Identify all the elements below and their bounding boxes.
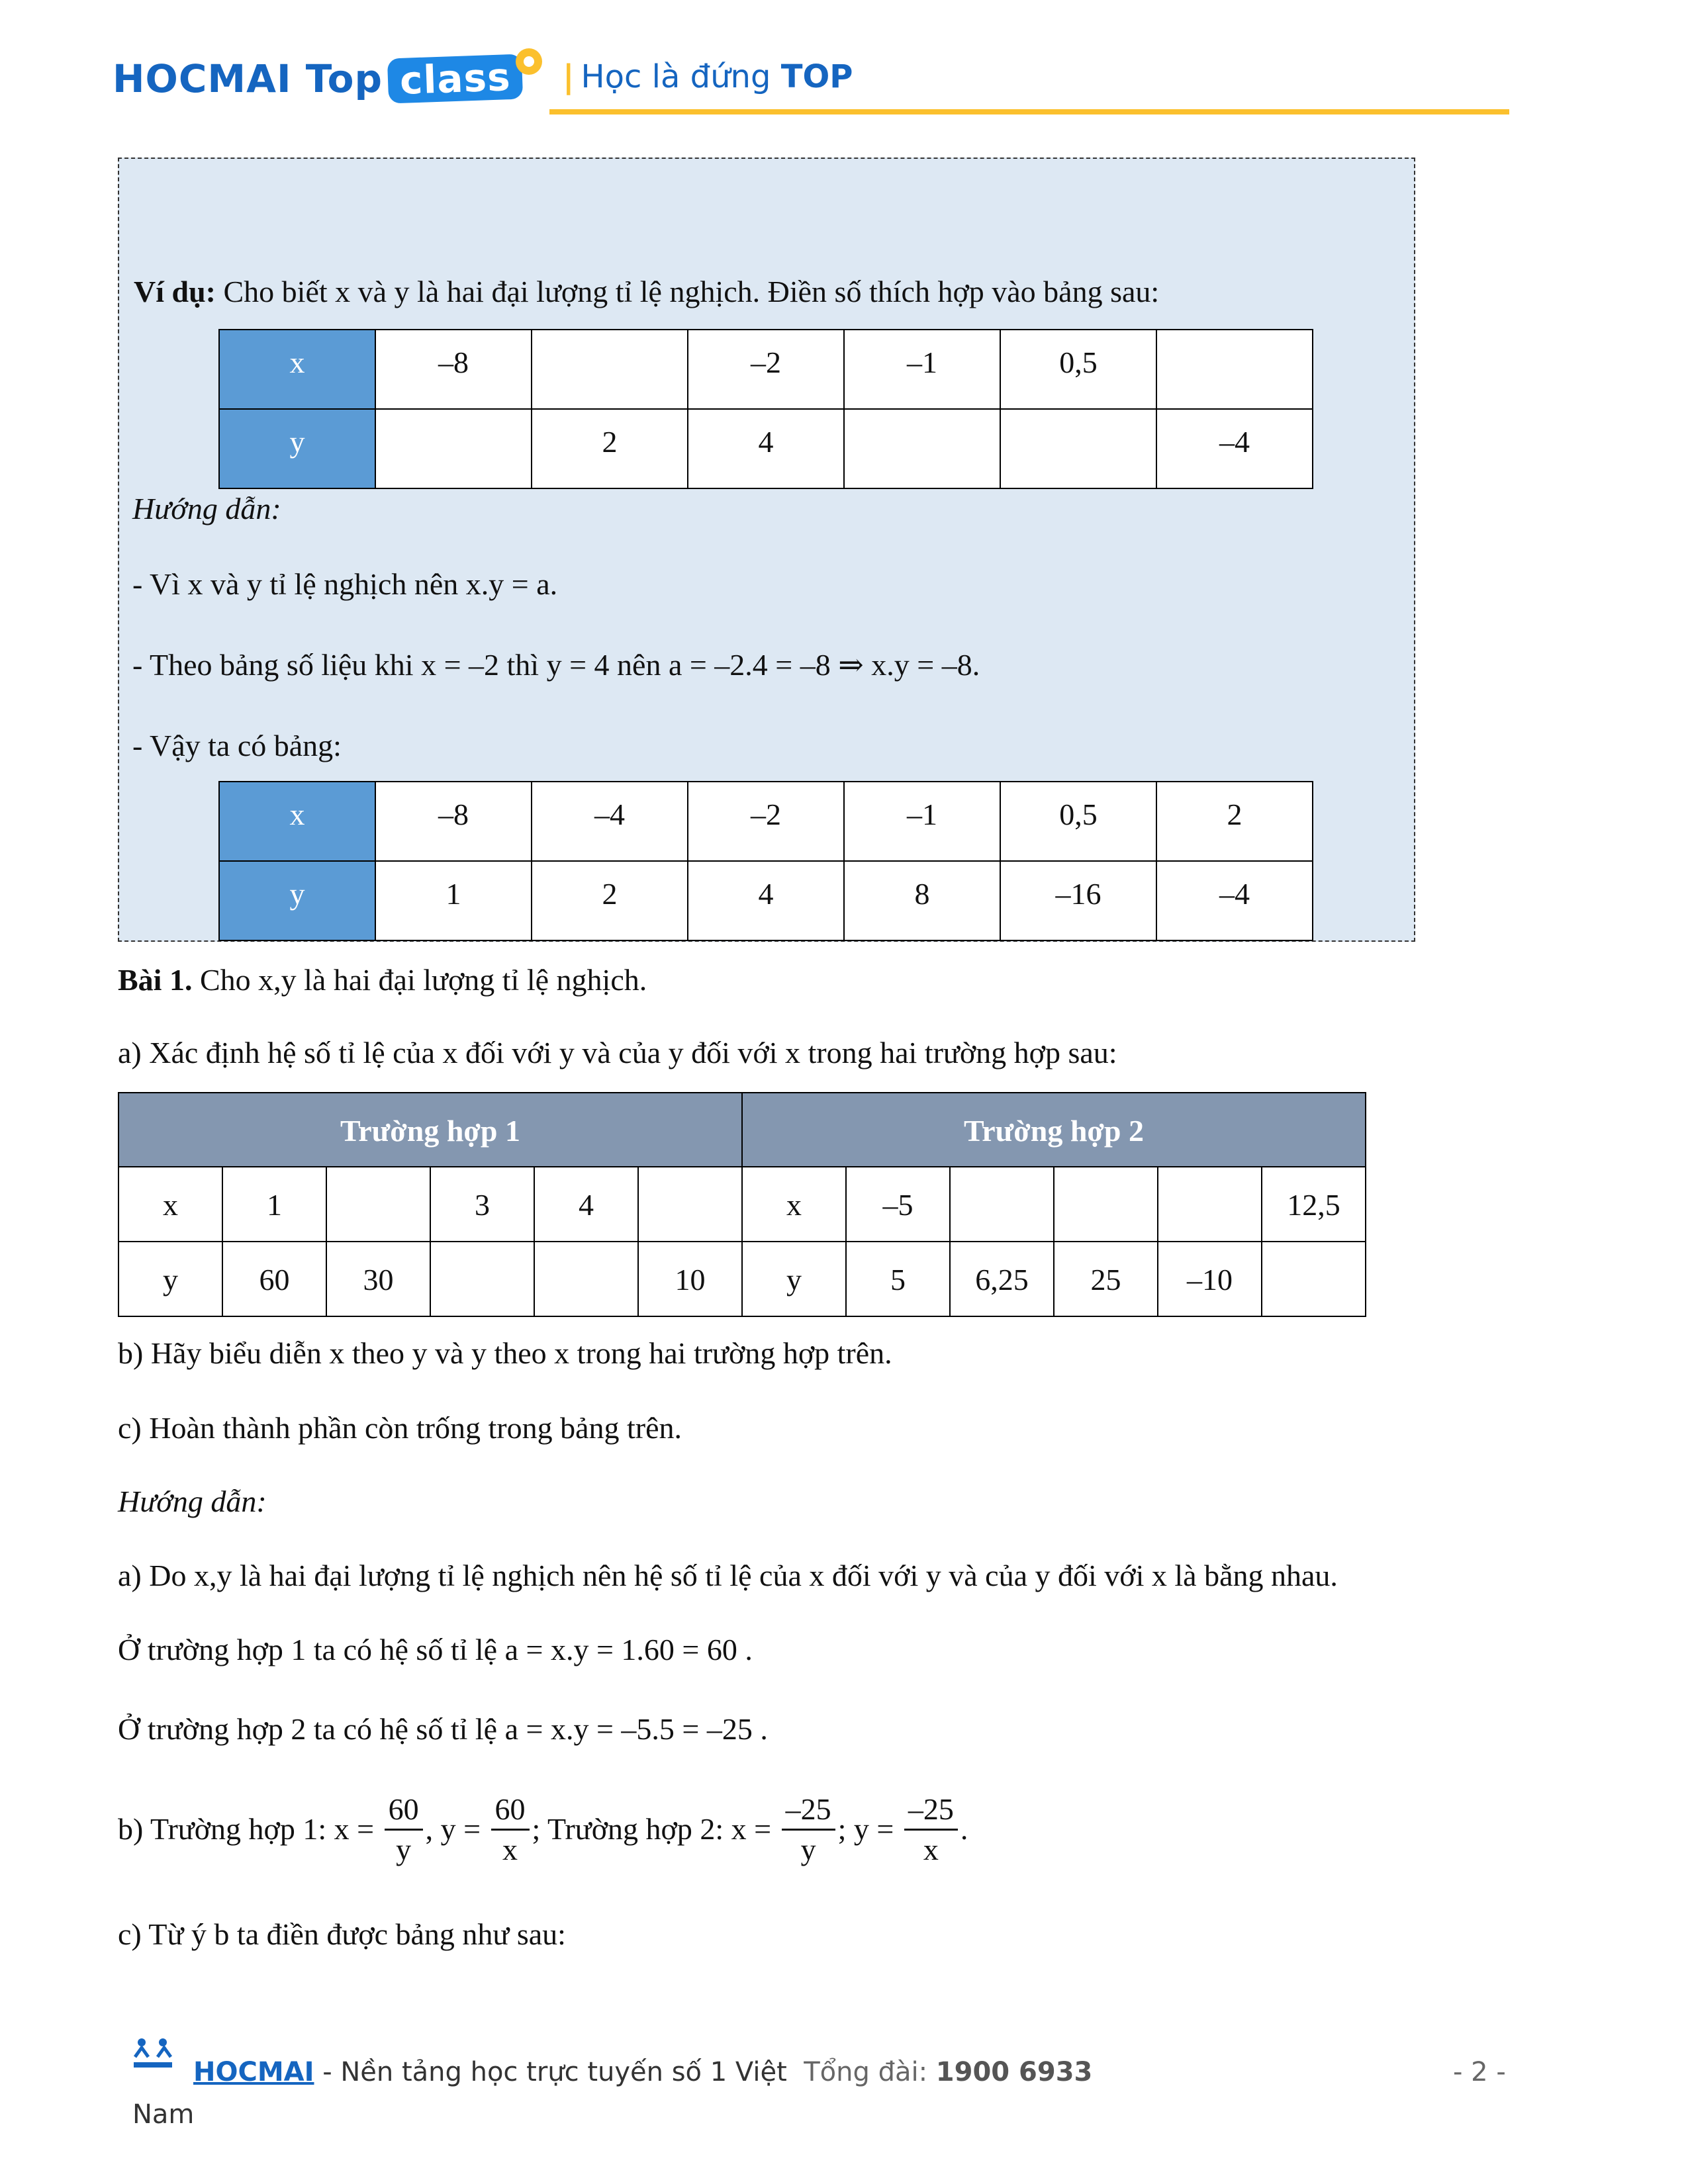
table-cell bbox=[1262, 1242, 1366, 1316]
table-cell bbox=[1158, 1167, 1262, 1242]
example-table-1 bbox=[218, 329, 1313, 489]
table-cell bbox=[326, 1167, 430, 1242]
hocmai-footer-icon bbox=[132, 2037, 173, 2070]
table-cell: y bbox=[118, 1242, 222, 1316]
footer-text bbox=[193, 2057, 1092, 2087]
table-cell bbox=[1054, 1167, 1158, 1242]
answer-b-prefix: b) Trường hợp 1: x = bbox=[118, 1812, 375, 1846]
sun-icon bbox=[516, 48, 542, 75]
table-cell: x bbox=[742, 1167, 846, 1242]
fraction-numerator: 60 bbox=[491, 1790, 530, 1831]
fraction-denominator: y bbox=[396, 1832, 412, 1866]
table-cell: 4 bbox=[688, 861, 844, 940]
table-cell bbox=[375, 409, 532, 488]
hocmai-topclass-logo bbox=[113, 56, 542, 101]
table-cell: –8 bbox=[375, 330, 532, 409]
fraction bbox=[904, 1790, 958, 1868]
table-cell: 30 bbox=[326, 1242, 430, 1316]
table-cell: x bbox=[219, 330, 375, 409]
fraction bbox=[491, 1790, 530, 1868]
logo-class-badge: class bbox=[387, 54, 524, 103]
table-cell: x bbox=[118, 1167, 222, 1242]
example-guide-line-1: - Vì x và y tỉ lệ nghịch nên x.y = a. bbox=[132, 567, 558, 601]
page-number: - 2 - bbox=[1453, 2057, 1506, 2087]
fraction-denominator: x bbox=[502, 1832, 518, 1866]
bai1-part-b: b) Hãy biểu diễn x theo y và y theo x trong hai trường hợp trên. bbox=[118, 1336, 892, 1370]
table-cell: –16 bbox=[1000, 861, 1156, 940]
table-cell: 0,5 bbox=[1000, 782, 1156, 861]
table-cell: –10 bbox=[1158, 1242, 1262, 1316]
bai1-part-a: a) Xác định hệ số tỉ lệ của x đối với y và của y đối với x trong hai trường hợp sau: bbox=[118, 1036, 1117, 1069]
example-prompt-text: Cho biết x và y là hai đại lượng tỉ lệ nghịch. Điền số thích hợp vào bảng sau: bbox=[223, 275, 1160, 308]
example-label: Ví dụ: bbox=[134, 275, 216, 308]
footer-brand-link[interactable]: HOCMAI bbox=[193, 2057, 314, 2087]
bai1-label: Bài 1. bbox=[118, 963, 193, 997]
table-cell: –5 bbox=[846, 1167, 950, 1242]
fraction-numerator: 60 bbox=[385, 1790, 423, 1831]
table-cell: x bbox=[219, 782, 375, 861]
bai1-part-c: c) Hoàn thành phần còn trống trong bảng trên. bbox=[118, 1411, 682, 1445]
table-cell: 8 bbox=[844, 861, 1000, 940]
table-cell: 1 bbox=[375, 861, 532, 940]
table-cell: y bbox=[219, 409, 375, 488]
table-cell: –1 bbox=[844, 782, 1000, 861]
table-cell: 3 bbox=[430, 1167, 534, 1242]
table-cell bbox=[532, 330, 688, 409]
table-cell: y bbox=[219, 861, 375, 940]
table-cell bbox=[950, 1167, 1054, 1242]
fraction bbox=[782, 1790, 835, 1868]
slogan: | Học là đứng TOP bbox=[563, 58, 853, 95]
table-cell: –2 bbox=[688, 330, 844, 409]
table-cell: 2 bbox=[532, 861, 688, 940]
case-2-header: Trường hợp 2 bbox=[742, 1093, 1366, 1167]
table-cell: 4 bbox=[534, 1167, 638, 1242]
fraction-numerator: –25 bbox=[904, 1790, 958, 1831]
table-cell: –4 bbox=[532, 782, 688, 861]
table-cell: 60 bbox=[222, 1242, 326, 1316]
answer-b-end: . bbox=[960, 1812, 968, 1846]
fraction-denominator: y bbox=[800, 1832, 816, 1866]
table-cell bbox=[1156, 330, 1313, 409]
bai1-guide-title: Hướng dẫn: bbox=[118, 1484, 267, 1518]
table-cell: 12,5 bbox=[1262, 1167, 1366, 1242]
footer-tagline-continued: Nam bbox=[132, 2099, 195, 2130]
bai1-answer-case-2: Ở trường hợp 2 ta có hệ số tỉ lệ a = x.y = –5.5 = –25 . bbox=[118, 1712, 768, 1746]
answer-b-mid-2: ; Trường hợp 2: x = bbox=[532, 1812, 772, 1846]
bai1-table bbox=[118, 1092, 1366, 1317]
table-cell bbox=[844, 409, 1000, 488]
bai1-answer-c: c) Từ ý b ta điền được bảng như sau: bbox=[118, 1917, 566, 1951]
table-cell: 5 bbox=[846, 1242, 950, 1316]
fraction bbox=[385, 1790, 423, 1868]
slogan-text: Học là đứng bbox=[581, 58, 771, 95]
footer-tagline: - Nền tảng học trực tuyến số 1 Việt bbox=[314, 2057, 787, 2087]
bai1-answer-a: a) Do x,y là hai đại lượng tỉ lệ nghịch nên hệ số tỉ lệ của x đối với y và của y đối với x là bằng nhau. bbox=[118, 1559, 1338, 1592]
table-cell bbox=[1000, 409, 1156, 488]
fraction-denominator: x bbox=[923, 1832, 939, 1866]
logo-text: HOCMAI Top bbox=[113, 56, 383, 101]
table-cell: 10 bbox=[638, 1242, 742, 1316]
table-cell: 1 bbox=[222, 1167, 326, 1242]
footer-hotline: 1900 6933 bbox=[935, 2057, 1093, 2087]
example-table-2 bbox=[218, 781, 1313, 941]
table-cell: –4 bbox=[1156, 861, 1313, 940]
header-divider bbox=[549, 109, 1509, 114]
table-cell bbox=[430, 1242, 534, 1316]
slogan-bold: TOP bbox=[780, 58, 853, 95]
answer-b-mid-3: ; y = bbox=[837, 1812, 894, 1846]
table-cell: 2 bbox=[1156, 782, 1313, 861]
table-cell bbox=[534, 1242, 638, 1316]
case-1-header: Trường hợp 1 bbox=[118, 1093, 742, 1167]
table-cell: –8 bbox=[375, 782, 532, 861]
table-cell: 2 bbox=[532, 409, 688, 488]
table-cell: –1 bbox=[844, 330, 1000, 409]
table-cell: –2 bbox=[688, 782, 844, 861]
fraction-numerator: –25 bbox=[782, 1790, 835, 1831]
bai1-heading bbox=[118, 965, 647, 995]
bai1-answer-b bbox=[118, 1790, 968, 1868]
table-cell: 25 bbox=[1054, 1242, 1158, 1316]
table-cell: 0,5 bbox=[1000, 330, 1156, 409]
table-cell: 4 bbox=[688, 409, 844, 488]
bai1-prompt: Cho x,y là hai đại lượng tỉ lệ nghịch. bbox=[199, 963, 647, 997]
table-cell: y bbox=[742, 1242, 846, 1316]
example-guide-line-3: - Vậy ta có bảng: bbox=[132, 729, 342, 762]
bai1-answer-case-1: Ở trường hợp 1 ta có hệ số tỉ lệ a = x.y = 1.60 = 60 . bbox=[118, 1633, 753, 1666]
answer-b-mid-1: , y = bbox=[425, 1812, 481, 1846]
table-cell: –4 bbox=[1156, 409, 1313, 488]
table-cell bbox=[638, 1167, 742, 1242]
example-prompt bbox=[134, 277, 1159, 307]
footer-hotline-label: Tổng đài: bbox=[804, 2057, 928, 2087]
example-guide-title: Hướng dẫn: bbox=[132, 492, 281, 525]
example-guide-line-2: - Theo bảng số liệu khi x = –2 thì y = 4 nên a = –2.4 = –8 ⇒ x.y = –8. bbox=[132, 648, 980, 682]
table-cell: 6,25 bbox=[950, 1242, 1054, 1316]
